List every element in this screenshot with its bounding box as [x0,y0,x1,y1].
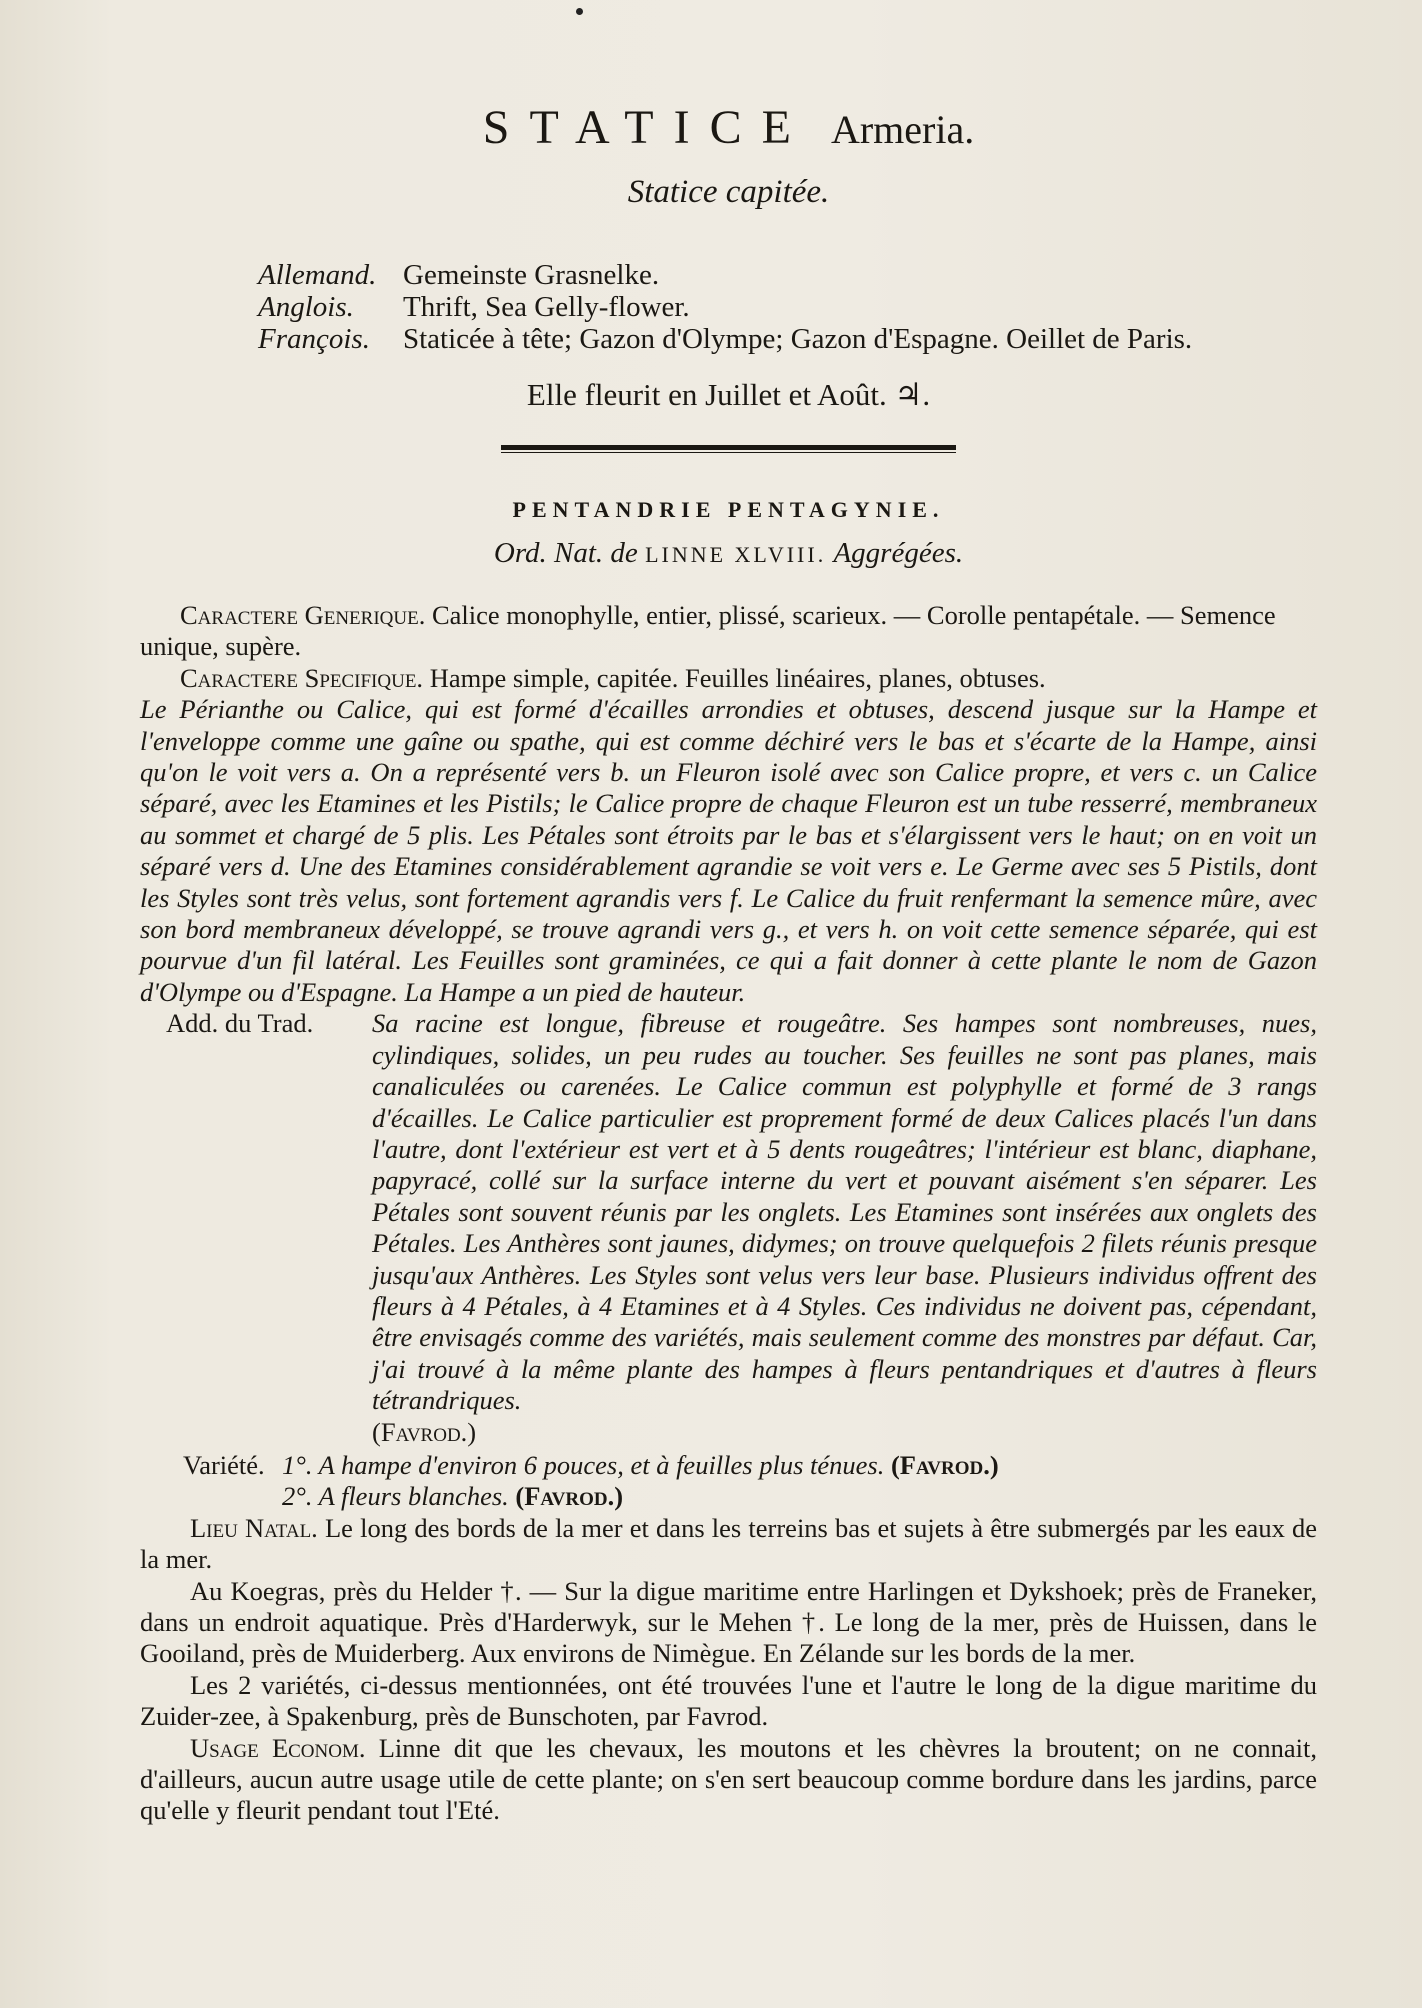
addition-credit: (Favrod.) [372,1416,477,1447]
vernacular-row [258,323,1317,355]
varieties-label: Variété. [183,1449,265,1480]
vernacular-row [258,291,1317,323]
vernacular-names [258,259,1317,355]
page-title [140,0,1317,160]
variety-credit: (Favrod.) [515,1481,624,1512]
translator-addition [140,1008,1317,1448]
order-name: Aggrégées. [833,537,964,569]
genus-name: STATICE [482,101,811,154]
variety-credit: (Favrod.) [890,1449,999,1480]
class-line: PENTANDRIE PENTAGYNIE. [512,497,945,522]
generic-label: Caractere Generique. [180,600,426,630]
variety-item: 1°. A hampe d'environ 6 pouces, et à feuilles plus ténues. (Favrod.) [282,1449,999,1480]
species-name: Armeria. [830,107,975,152]
language-label: Anglois. [258,291,354,323]
vernacular-row [258,259,1317,291]
language-label: Allemand. [258,259,377,291]
flowering-note: Elle fleurit en Juillet et Août. ♃. [526,377,931,412]
french-name: Statice capitée. [627,174,830,210]
article-body [140,600,1317,1827]
divider-rule [501,445,956,453]
addition-text [372,1008,1317,1448]
order-author: LINNE XLVIII. [645,542,827,567]
vernacular-text: Gemeinste Grasnelke. [403,259,660,291]
economic-usage [140,1733,1317,1827]
addition-label: Add. du Trad. [166,1008,314,1039]
language-label: François. [258,323,370,355]
vernacular-text: Staticée à tête; Gazon d'Olympe; Gazon d'Espagne. Oeillet de Paris. [403,323,1193,355]
order-line [140,537,1317,570]
vernacular-text: Thrift, Sea Gelly-flower. [403,291,690,323]
habitat [140,1513,1317,1576]
specific-character [140,663,1317,694]
variety-item: 2°. A fleurs blanches. (Favrod.) [282,1481,624,1512]
habitat-localities: Au Koegras, près du Helder †. — Sur la digue maritime entre Harlingen et Dykshoek; près de Franeker, dans un endroit aquatique. Près d'Harderwyk, sur le Mehen †. Le long de la mer, près de Huissen, dans le Gooiland, près de Muiderberg. Aux environs de Nimègue. En Zélande sur les bords de la mer. [140,1575,1317,1669]
generic-character [140,600,1317,663]
habitat-text: Le long des bords de la mer et dans les terreins bas et sujets à être submergés par les eaux de la mer. [140,1512,1317,1575]
print-dot [576,8,583,15]
order-prefix: Ord. Nat. de [493,537,638,569]
addition-body: Sa racine est longue, fibreuse et rougeâtre. Ses hampes sont nombreuses, nues, cylindiques, solides, un peu rudes au toucher. Ses feuilles ne sont pas planes, mais canaliculées ou carenées. Le Calice commun est polyphylle et formé de 3 rangs d'écailles. Le Calice particulier est proprement formé de deux Calices placés l'un dans l'autre, dont l'extérieur est vert et à 5 dents rougeâtres; l'intérieur est blanc, diaphane, papyracé, collé sur la surface interne du vert et pouvant aisément s'en séparer. Les Pétales sont souvent réunis par les onglets. Les Etamines sont insérées aux onglets des Pétales. Les Anthères sont jaunes, didymes; on trouve quelquefois 2 filets réunis presque jusqu'aux Anthères. Les Styles sont velus vers leur base. Plusieurs individus offrent des fleurs à 4 Pétales, à 4 Etamines et à 4 Styles. Ces individus ne doivent pas, cépendant, être envisagés comme des variétés, mais seulement comme des monstres par défaut. Car, j'ai trouvé à la même plante des hampes à fleurs pentandriques et d'autres à fleurs tétrandriques. [372,1008,1317,1416]
habitat-varieties: Les 2 variétés, ci-dessus mentionnées, ont été trouvées l'une et l'autre le long de la digue maritime du Zuider-zee, à Spakenburg, près de Bunschoten, par Favrod. [140,1669,1317,1732]
specific-description: Le Périanthe ou Calice, qui est formé d'écailles arrondies et obtuses, descend jusque sur la Hampe et l'enveloppe comme une gaîne ou spathe, qui est comme déchiré vers le bas et s'écarte de la Hampe, ainsi qu'on le voit vers a. On a représenté vers b. un Fleuron isolé avec son Calice propre, et vers c. un Calice séparé, avec les Etamines et les Pistils; le Calice propre de chaque Fleuron est un tube resserré, membraneux au sommet et chargé de 5 plis. Les Pétales sont étroits par le bas et s'élargissent vers le haut; on en voit un séparé vers d. Une des Etamines considérablement agrandie se voit vers e. Le Germe avec ses 5 Pistils, dont les Styles sont très velus, sont fortement agrandis vers f. Le Calice du fruit renfermant la semence mûre, avec son bord membraneux développé, se trouve agrandi vers g., et vers h. on voit cette semence séparée, qui est pourvue d'un fil latéral. Les Feuilles sont graminées, ce qui a fait donner à cette plante le nom de Gazon d'Olympe ou d'Espagne. La Hampe a un pied de hauteur. [140,694,1317,1007]
varieties-list [282,1450,999,1513]
specific-text: Hampe simple, capitée. Feuilles linéaires, planes, obtuses. [429,662,1046,693]
usage-text: Linne dit que les chevaux, les moutons et les chèvres la broutent; on ne connait, d'ailleurs, aucun autre usage utile de cette plante; on s'en sert beaucoup comme bordure dans les jardins, parce qu'elle y fleurit pendant tout l'Eté. [140,1732,1318,1826]
habitat-label: Lieu Natal. [190,1512,318,1543]
varieties [140,1450,1317,1513]
generic-text: Calice monophylle, entier, plissé, scarieux. — Corolle pentapétale. — Semence unique, supère. [140,600,1276,662]
specific-label: Caractere Specifique. [180,662,424,693]
usage-label: Usage Econom. [190,1732,366,1763]
